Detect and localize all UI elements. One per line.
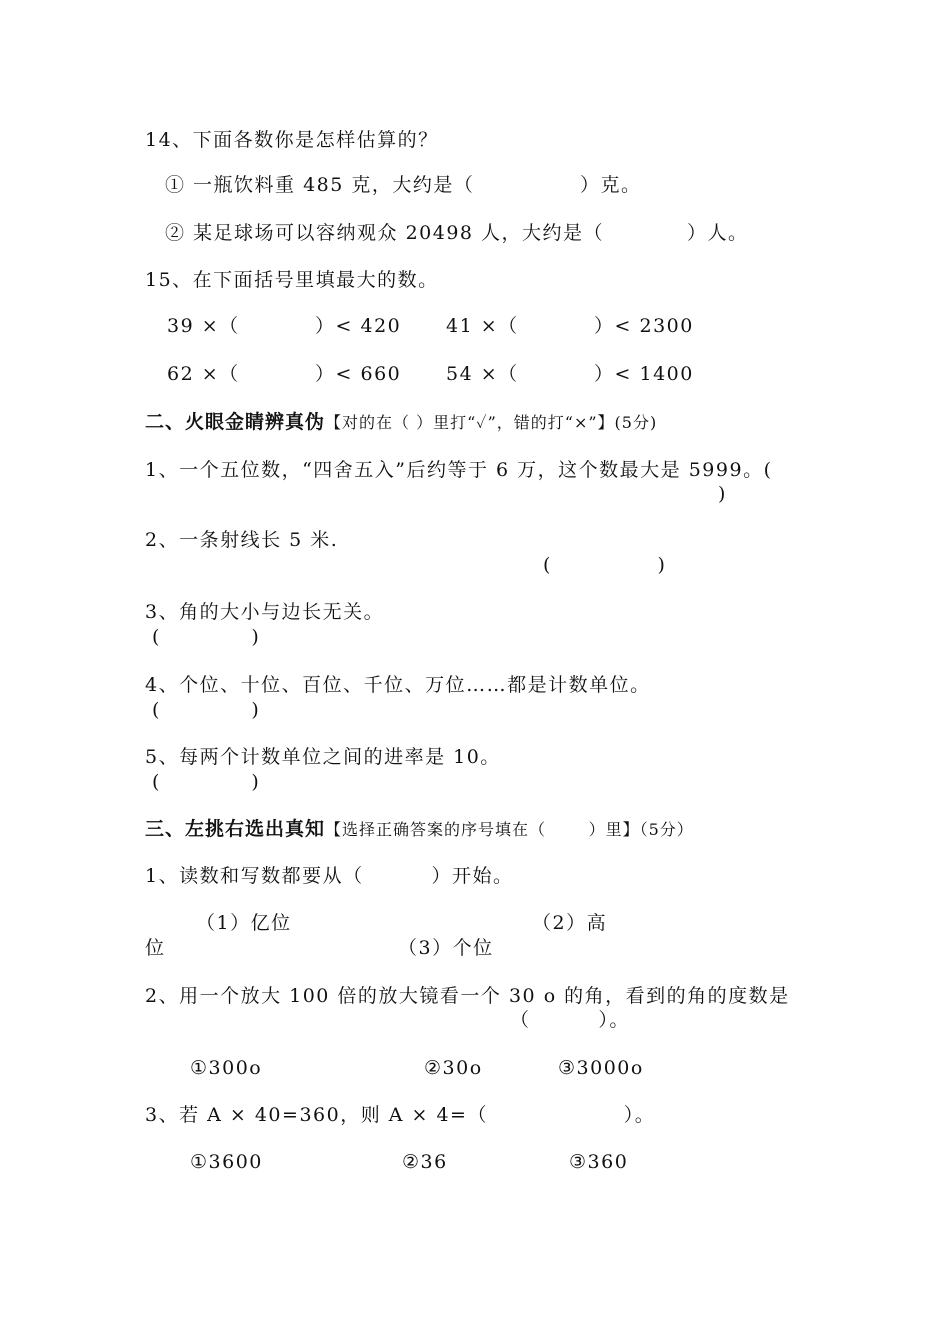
s3-q1-option-2: （2）高: [532, 912, 608, 934]
s2-q2: 2、一条射线长 5 米.: [145, 529, 339, 551]
s3-q3: 3、若 A × 40=360，则 A × 4=（ ）。: [145, 1104, 656, 1126]
q14-item-1: ① 一瓶饮料重 485 克，大约是（ ）克。: [165, 174, 642, 196]
q15-expr-4: 54 ×（ ）< 1400: [446, 363, 694, 385]
s2-q2-paren: ( ): [543, 554, 667, 576]
q15-expr-1: 39 ×（ ）< 420: [167, 315, 402, 337]
s3-q3-option-1: ①3600: [190, 1151, 263, 1173]
q14-item-2: ② 某足球场可以容纳观众 20498 人，大约是（ ）人。: [165, 222, 749, 244]
s2-q4-paren: ( ): [152, 699, 261, 721]
s2-q1-close: ): [718, 483, 727, 505]
section-3-title: 三、左挑右选出真知: [145, 818, 326, 840]
section-3-heading: [145, 817, 694, 842]
s3-q2-option-1: ①300o: [190, 1057, 263, 1079]
section-2-heading: [145, 410, 657, 435]
s3-q1-option-3: （3）个位: [398, 937, 494, 959]
s3-q2-option-3: ③3000o: [558, 1057, 644, 1079]
section-3-note: 【选择正确答案的序号填在（ ）里】（5分）: [325, 820, 694, 839]
s3-q3-option-2: ②36: [402, 1151, 448, 1173]
s3-q1-option-1: （1）亿位: [196, 912, 292, 934]
s3-q2-paren: （ ）。: [510, 1009, 630, 1031]
section-2-note: 【对的在（ ）里打“✓”，错的打“×”】(5分): [325, 413, 658, 432]
section-2-title: 二、火眼金睛辨真伪: [145, 411, 326, 433]
s3-q2-option-2: ②30o: [424, 1057, 483, 1079]
s2-q5: 5、每两个计数单位之间的进率是 10。: [145, 746, 501, 768]
q14-title: 14、下面各数你是怎样估算的？: [145, 129, 439, 151]
s3-q3-option-3: ③360: [569, 1151, 629, 1173]
s3-q2: 2、用一个放大 100 倍的放大镜看一个 30 o 的角，看到的角的度数是: [145, 985, 790, 1007]
q15-expr-2: 41 ×（ ）< 2300: [446, 315, 694, 337]
q15-expr-3: 62 ×（ ）< 660: [167, 363, 402, 385]
s2-q3-paren: ( ): [152, 626, 261, 648]
s3-q1: 1、读数和写数都要从（ ）开始。: [145, 865, 514, 887]
s2-q1: 1、一个五位数，“四舍五入”后约等于 6 万，这个数最大是 5999。(: [145, 459, 773, 481]
s2-q5-paren: ( ): [152, 771, 261, 793]
q15-title: 15、在下面括号里填最大的数。: [145, 269, 439, 291]
s2-q4: 4、个位、十位、百位、千位、万位……都是计数单位。: [145, 674, 651, 696]
s3-q1-option-2-cont: 位: [145, 937, 166, 959]
s2-q3: 3、角的大小与边长无关。: [145, 601, 385, 623]
